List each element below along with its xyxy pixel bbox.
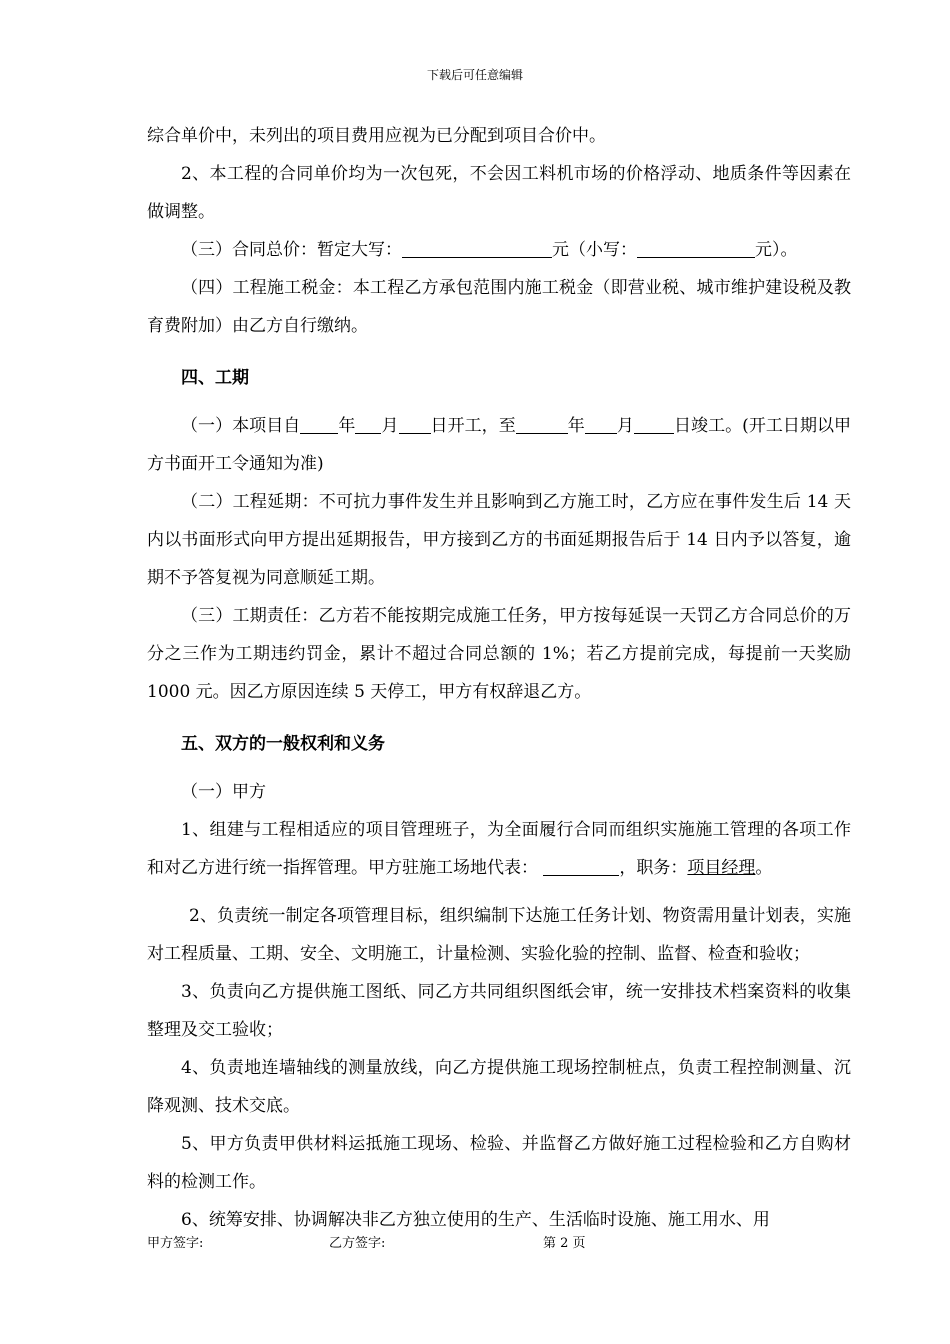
text: （一）本项目自 [181, 416, 301, 436]
paragraph: 2、负责统一制定各项管理目标，组织编制下达施工任务计划、物资需用量计划表，实施对工程质量、工期、安全、文明施工，计量检测、实验化验的控制、监督、检查和验收； [147, 906, 851, 964]
blank-amount-uppercase [402, 239, 552, 258]
paragraph: 5、甲方负责甲供材料运抵施工现场、检验、并监督乙方做好施工过程检验和乙方自购材料的检测工作。 [147, 1134, 851, 1192]
document-body [147, 117, 851, 1239]
schedule-paragraph [147, 407, 851, 483]
position-value: 项目经理 [687, 858, 756, 878]
paragraph: （三）工期责任：乙方若不能按期完成施工任务，甲方按每延误一天罚乙方合同总价的万分之三作为工期违约罚金，累计不超过合同总额的 1%；若乙方提前完成，每提前一天奖励 1000 元。因乙方原因连续 5 天停工，甲方有权辞退乙方。 [147, 606, 851, 702]
paragraph: 2、本工程的合同单价均为一次包死，不会因工料机市场的价格浮动、地质条件等因素在做调整。 [147, 164, 851, 222]
paragraph: 3、负责向乙方提供施工图纸、同乙方共同组织图纸会审，统一安排技术档案资料的收集整理及交工验收； [147, 982, 851, 1040]
text: 1、组建与工程相适应的项目管理班子，为全面履行合同而组织实施施工管理的各项工作和对乙方进行统一指挥管理。甲方驻施工场地代表： [147, 820, 851, 878]
party-a-duty-1 [147, 811, 851, 887]
text: ，职务： [619, 858, 688, 878]
paragraph: 4、负责地连墙轴线的测量放线，向乙方提供施工现场控制桩点，负责工程控制测量、沉降观测、技术交底。 [147, 1058, 851, 1116]
page-number: 第 2 页 [543, 1236, 586, 1251]
blank-end-month [585, 415, 617, 434]
blank-start-month [355, 415, 381, 434]
section-heading: 五、双方的一般权利和义务 [181, 734, 385, 754]
blank-start-day [399, 415, 431, 434]
text: 。 [755, 858, 773, 878]
text: 年 [338, 416, 356, 436]
text: 元（小写： [552, 240, 637, 260]
blank-start-year [300, 415, 338, 434]
party-a-signature-label: 甲方签字: [147, 1236, 204, 1251]
section-heading: 四、工期 [181, 368, 249, 388]
blank-amount-lowercase [637, 239, 755, 258]
text: （三）合同总价：暂定大写： [181, 240, 402, 260]
text: 日开工，至 [430, 416, 516, 436]
paragraph: （四）工程施工税金：本工程乙方承包范围内施工税金（即营业税、城市维护建设税及教育费附加）由乙方自行缴纳。 [147, 278, 851, 336]
text: 年 [567, 416, 585, 436]
page-header: 下载后可任意编辑 [426, 68, 523, 82]
paragraph: 6、统筹安排、协调解决非乙方独立使用的生产、生活临时设施、施工用水、用 [181, 1210, 770, 1230]
paragraph: 综合单价中，未列出的项目费用应视为已分配到项目合价中。 [147, 126, 606, 146]
party-b-signature-label: 乙方签字: [329, 1236, 386, 1251]
text: 月 [381, 416, 399, 436]
text: 月 [616, 416, 634, 436]
contract-total-price [147, 231, 851, 269]
text: 日竣工。(开工日期以甲方书面开工令通知为准) [147, 416, 852, 474]
text: 元）。 [755, 240, 798, 260]
paragraph: （二）工程延期：不可抗力事件发生并且影响到乙方施工时，乙方应在事件发生后 14 天内以书面形式向甲方提出延期报告，甲方接到乙方的书面延期报告后于 14 日内予以答复，逾期不予答复视为同意顺延工期。 [147, 492, 851, 588]
blank-end-day [634, 415, 674, 434]
page-footer [147, 1232, 851, 1252]
paragraph: （一）甲方 [181, 782, 266, 802]
blank-end-year [516, 415, 568, 434]
blank-representative [543, 857, 619, 876]
